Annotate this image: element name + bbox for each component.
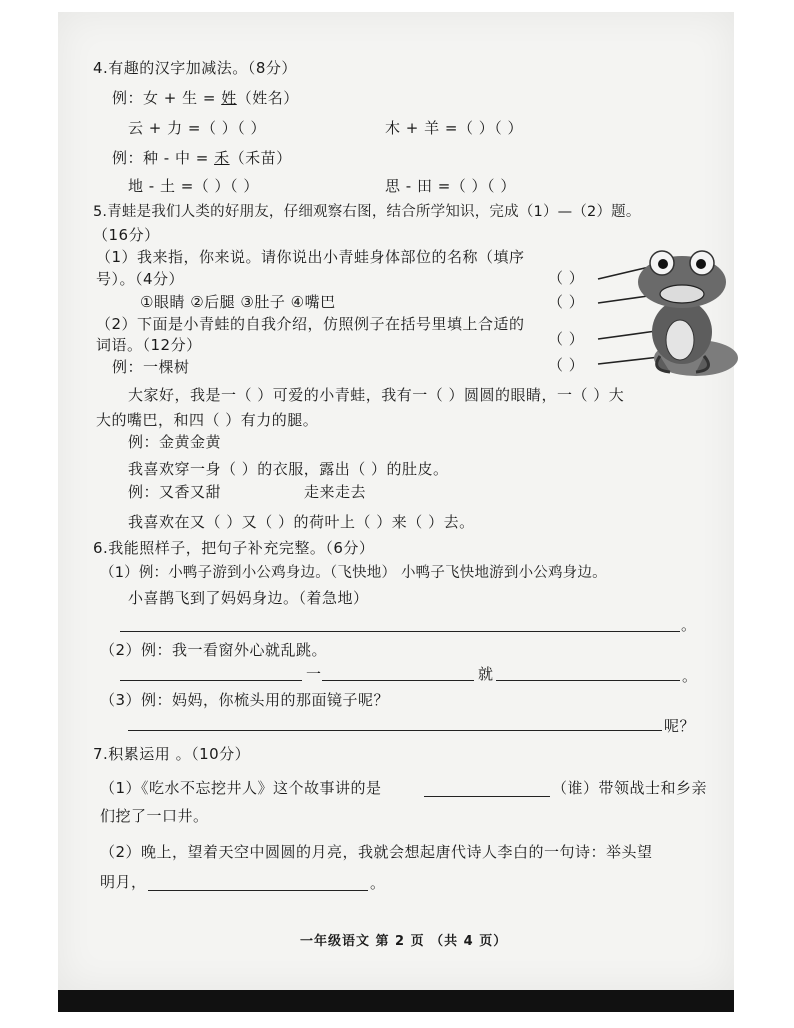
scan-bottom-border [58,990,734,1012]
frog-bracket-3: （ ） [548,330,585,348]
q5-leaf-line: 我喜欢在又（ ）又（ ）的荷叶上（ ）来（ ）去。 [128,513,475,531]
q4-example-2 [112,148,292,168]
q5-part2-line1: （2）下面是小青蛙的自我介绍，仿照例子在括号里填上合适的 [96,315,525,333]
q5-example-a: 例：一棵树 [112,358,190,376]
q5-intro-line2: 大的嘴巴，和四（ ）有力的腿。 [96,411,319,429]
frog-pupil-right [696,259,706,269]
q7-part1-line2: 们挖了一口井。 [100,807,209,825]
q5-wear-line: 我喜欢穿一身（ ）的衣服，露出（ ）的肚皮。 [128,460,449,478]
q4-example-1 [112,88,299,108]
q5-intro-line1: 大家好，我是一（ ）可爱的小青蛙，我有一（ ）圆圆的眼睛，一（ ）大 [128,386,625,404]
q7-part2-end: 。 [370,874,386,892]
q5-part1-line1: （1）我来指，你来说。请你说出小青蛙身体部位的名称（填序 [96,248,525,266]
q6-part1-example: （1）例：小鸭子游到小公鸡身边。（飞快地） 小鸭子飞快地游到小公鸡身边。 [100,565,607,581]
q6-part3-example: （3）例：妈妈，你梳头用的那面镜子呢？ [100,691,390,709]
q4-title: 4.有趣的汉字加减法。（8分） [93,59,297,77]
q7-part1-prefix: （1）《吃水不忘挖井人》这个故事讲的是 [100,779,382,797]
frog-illustration [596,246,738,380]
q4-row1-right: 木 + 羊 =（ ）（ ） [385,119,523,137]
q6-part1-answer-line[interactable] [120,615,680,632]
q4-row1-left: 云 + 力 =（ ）（ ） [128,119,266,137]
q4-example-1-answer: 姓 [221,89,237,107]
q7-part1-blank[interactable] [424,780,550,797]
q6-part2-end: 。 [682,667,698,685]
q6-part2-yi: 一 [306,665,322,683]
q5-score: （16分） [93,226,160,244]
q6-part2-blank-3[interactable] [496,664,680,681]
q6-part2-jiu: 就 [478,665,494,683]
frog-mouth [660,285,704,303]
q4-row2-right: 思 - 田 =（ ）（ ） [385,177,516,195]
q4-example-1-prefix: 例：女 + 生 = [112,89,222,107]
q4-example-2-suffix: （禾苗） [229,149,292,167]
q5-example-b: 例：金黄金黄 [128,433,222,451]
q7-part1-suffix: （谁）带领战士和乡亲 [552,779,708,797]
pointer-line-mouth [598,296,648,303]
frog-bracket-2: （ ） [548,293,585,311]
q6-part3-end: 呢？ [664,717,696,735]
q7-part2-line1: （2）晚上，望着天空中圆圆的月亮，我就会想起唐代诗人李白的一句诗：举头望 [100,843,653,861]
frog-bracket-4: （ ） [548,356,585,374]
page-footer: 一年级语文 第 2 页 （共 4 页） [300,934,508,949]
frog-belly [666,320,694,360]
frog-pupil-left [658,259,668,269]
q6-part2-example: （2）例：我一看窗外心就乱跳。 [100,641,328,659]
q6-part2-blank-2[interactable] [322,664,474,681]
q6-part2-blank-1[interactable] [120,664,302,681]
q6-title: 6.我能照样子，把句子补充完整。（6分） [93,539,375,557]
q5-part1-line2: 号）。（4分） [96,270,185,288]
q5-options: ①眼睛 ②后腿 ③肚子 ④嘴巴 [140,293,336,311]
q6-part3-answer-line[interactable] [128,714,662,731]
q6-part1-task: 小喜鹊飞到了妈妈身边。（着急地） [128,589,369,607]
frog-bracket-1: （ ） [548,269,585,287]
q6-part1-end: 。 [681,616,697,634]
q4-example-1-suffix: （姓名） [236,89,299,107]
q5-example-d: 走来走去 [304,483,367,501]
q7-part2-prefix: 明月， [100,873,147,891]
q5-title: 5.青蛙是我们人类的好朋友，仔细观察右图，结合所学知识，完成（1）—（2）题。 [93,204,641,220]
q4-example-2-prefix: 例：种 - 中 = [112,149,215,167]
q5-example-c: 例：又香又甜 [128,483,222,501]
pointer-line-belly [598,331,656,339]
q7-title: 7.积累运用 。（10分） [93,745,251,763]
q4-row2-left: 地 - 土 =（ ）（ ） [128,177,259,195]
q4-example-2-answer: 禾 [214,149,230,167]
q7-part2-blank[interactable] [148,874,368,891]
q5-part2-line2: 词语。（12分） [96,336,202,354]
